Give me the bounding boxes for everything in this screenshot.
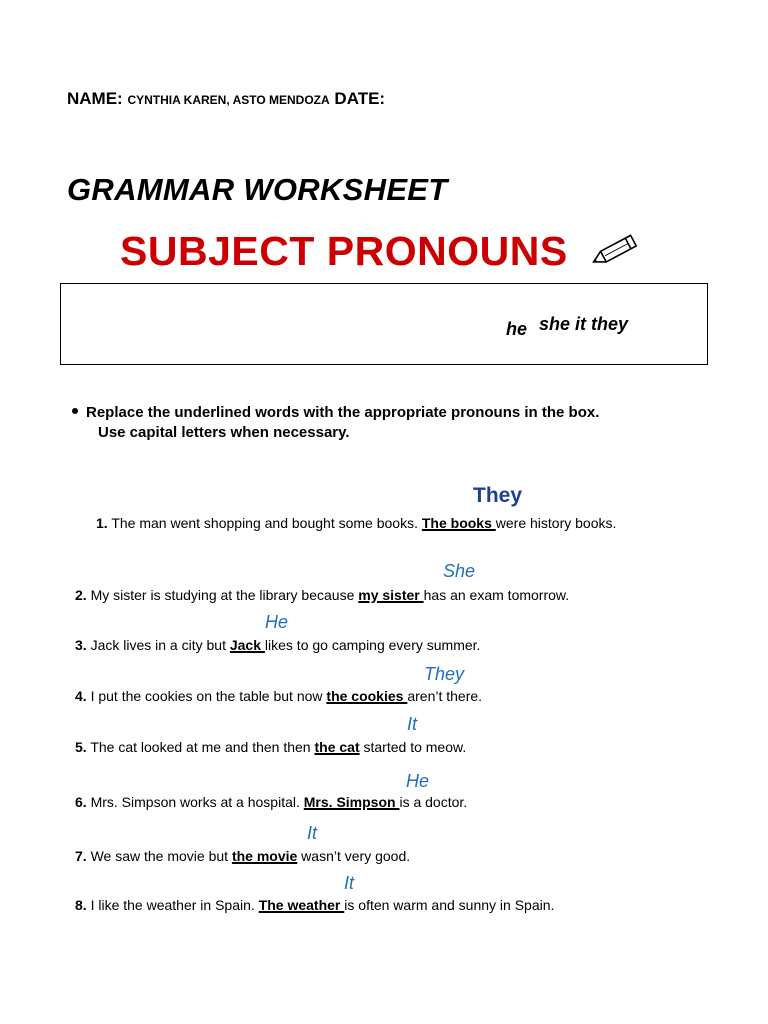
answer-5: It [407,714,418,734]
answer-8: It [344,873,355,893]
exercise-1: 1. The man went shopping and bought some books. The books were history books. [96,515,617,531]
exercise-4: 4. I put the cookies on the table but now the cookies aren’t there. [75,688,483,704]
name-label: NAME: [67,89,123,108]
pronoun-list: she it they [539,314,629,334]
instruction-line-2: Use capital letters when necessary. [98,424,350,441]
exercise-3: 3. Jack lives in a city but Jack likes to go camping every summer. [75,637,481,653]
answer-7: It [307,823,318,843]
underlined-phrase: my sister [358,587,424,603]
underlined-phrase: The books [421,515,496,531]
exercise-6: 6. Mrs. Simpson works at a hospital. Mrs. Simpson is a doctor. [75,794,468,810]
exercise-2: 2. My sister is studying at the library because my sister has an exam tomorrow. [75,587,570,603]
answer-6: He [406,771,430,791]
underlined-phrase: Jack [229,637,265,653]
underlined-phrase: the cat [314,739,360,755]
underlined-phrase: the cookies [326,688,408,704]
name-date-line [67,89,385,109]
underlined-phrase: the movie [231,848,298,864]
exercise-7: 7. We saw the movie but the movie wasn’t very good. [75,848,411,864]
worksheet-title: GRAMMAR WORKSHEET [67,172,448,207]
date-label: DATE: [334,89,386,108]
pronoun-he: he [506,319,528,339]
pencil-icon [590,228,646,272]
answer-2: She [443,561,476,581]
answer-4: They [424,664,465,684]
answer-3: He [265,612,289,632]
exercise-5: 5. The cat looked at me and then then the cat started to meow. [75,739,467,755]
exercise-8: 8. I like the weather in Spain. The weather is often warm and sunny in Spain. [75,897,555,913]
underlined-phrase: Mrs. Simpson [303,794,400,810]
instructions [72,403,599,443]
instruction-line-1: Replace the underlined words with the appropriate pronouns in the box. [72,403,599,423]
answer-1: They [473,484,523,507]
underlined-phrase: The weather [258,897,345,913]
bullet-icon [72,408,78,414]
name-value: CYNTHIA KAREN, ASTO MENDOZA [127,93,330,107]
worksheet-subtitle: SUBJECT PRONOUNS [120,228,568,274]
